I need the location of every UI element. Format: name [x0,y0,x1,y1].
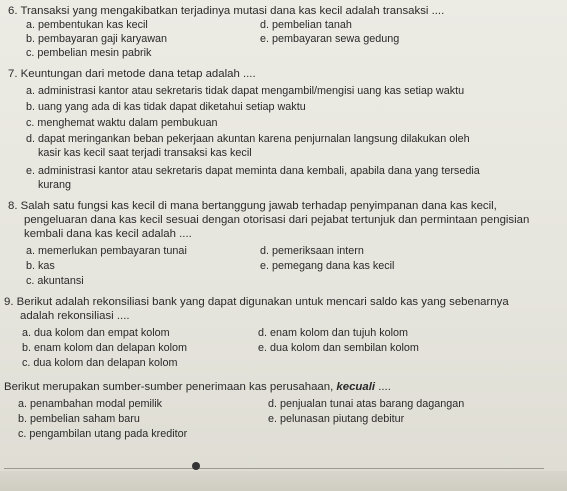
question-7-option-c: c. menghemat waktu dalam pembukuan [26,117,218,129]
bullet-dot [192,462,200,470]
question-10-option-a: a. penambahan modal pemilik [18,398,163,410]
question-8-option-a: a. memerlukan pembayaran tunai [26,245,187,257]
question-8-option-b: b. kas [26,260,55,272]
question-10-stem [4,380,391,394]
question-10-stem-text: Berikut merupakan sumber-sumber penerimaan kas perusahaan, [4,381,337,393]
page-bottom-edge [0,471,567,491]
question-8-option-c: c. akuntansi [26,275,84,287]
question-8-stem-line1: 8. Salah satu fungsi kas kecil di mana bertanggung jawab terhadap penyimpanan dana kas kecil, [8,200,497,212]
question-7-option-e-line2: kurang [38,179,72,191]
question-10-stem-emphasis: kecuali [336,381,376,393]
question-9-option-d: d. enam kolom dan tujuh kolom [258,327,409,339]
question-10-stem-ellipsis: .... [375,381,391,393]
question-9-stem-line1: 9. Berikut adalah rekonsiliasi bank yang dapat digunakan untuk mencari saldo kas yang sebenarnya [4,296,509,308]
question-8-option-e: e. pemegang dana kas kecil [260,260,395,272]
page-divider [4,468,544,469]
question-9-option-b: b. enam kolom dan delapan kolom [22,342,188,354]
question-6-option-a: a. pembentukan kas kecil [26,19,148,31]
question-10-option-c: c. pengambilan utang pada kreditor [18,428,188,440]
question-7-stem: 7. Keuntungan dari metode dana tetap adalah .... [8,68,256,80]
question-9-option-a: a. dua kolom dan empat kolom [22,327,170,339]
question-9-stem-line2: adalah rekonsiliasi .... [20,310,130,322]
question-10-option-b: b. pembelian saham baru [18,413,140,425]
question-10-option-e: e. pelunasan piutang debitur [268,413,405,425]
question-8-option-d: d. pemeriksaan intern [260,245,364,257]
question-7-option-d-line1: d. dapat meringankan beban pekerjaan akuntan karena penjurnalan langsung dilakukan oleh [26,133,470,145]
question-7-option-e-line1: e. administrasi kantor atau sekretaris dapat meminta dana kembali, apabila dana yang tersedia [26,165,480,177]
question-7-option-a: a. administrasi kantor atau sekretaris tidak dapat mengambil/mengisi uang kas setiap waktu [26,85,465,97]
question-7-option-b: b. uang yang ada di kas tidak dapat diketahui setiap waktu [26,101,306,113]
question-9-option-e: e. dua kolom dan sembilan kolom [258,342,419,354]
question-6-option-d: d. pembelian tanah [260,19,352,31]
question-6-stem: 6. Transaksi yang mengakibatkan terjadinya mutasi dana kas kecil adalah transaksi .... [8,5,445,17]
question-6-option-e: e. pembayaran sewa gedung [260,33,400,45]
question-6-option-b: b. pembayaran gaji karyawan [26,33,168,45]
question-8-stem-line2: pengeluaran dana kas kecil sesuai dengan otorisasi dari pejabat tertunjuk dan permintaan pengisian [24,214,530,226]
question-8-stem-line3: kembali dana kas kecil adalah .... [24,228,192,240]
question-7-option-d-line2: kasir kas kecil saat terjadi transaksi kas kecil [38,147,252,159]
question-10-option-d: d. penjualan tunai atas barang dagangan [268,398,465,410]
question-9-option-c: c. dua kolom dan delapan kolom [22,357,178,369]
question-6-option-c: c. pembelian mesin pabrik [26,47,152,59]
